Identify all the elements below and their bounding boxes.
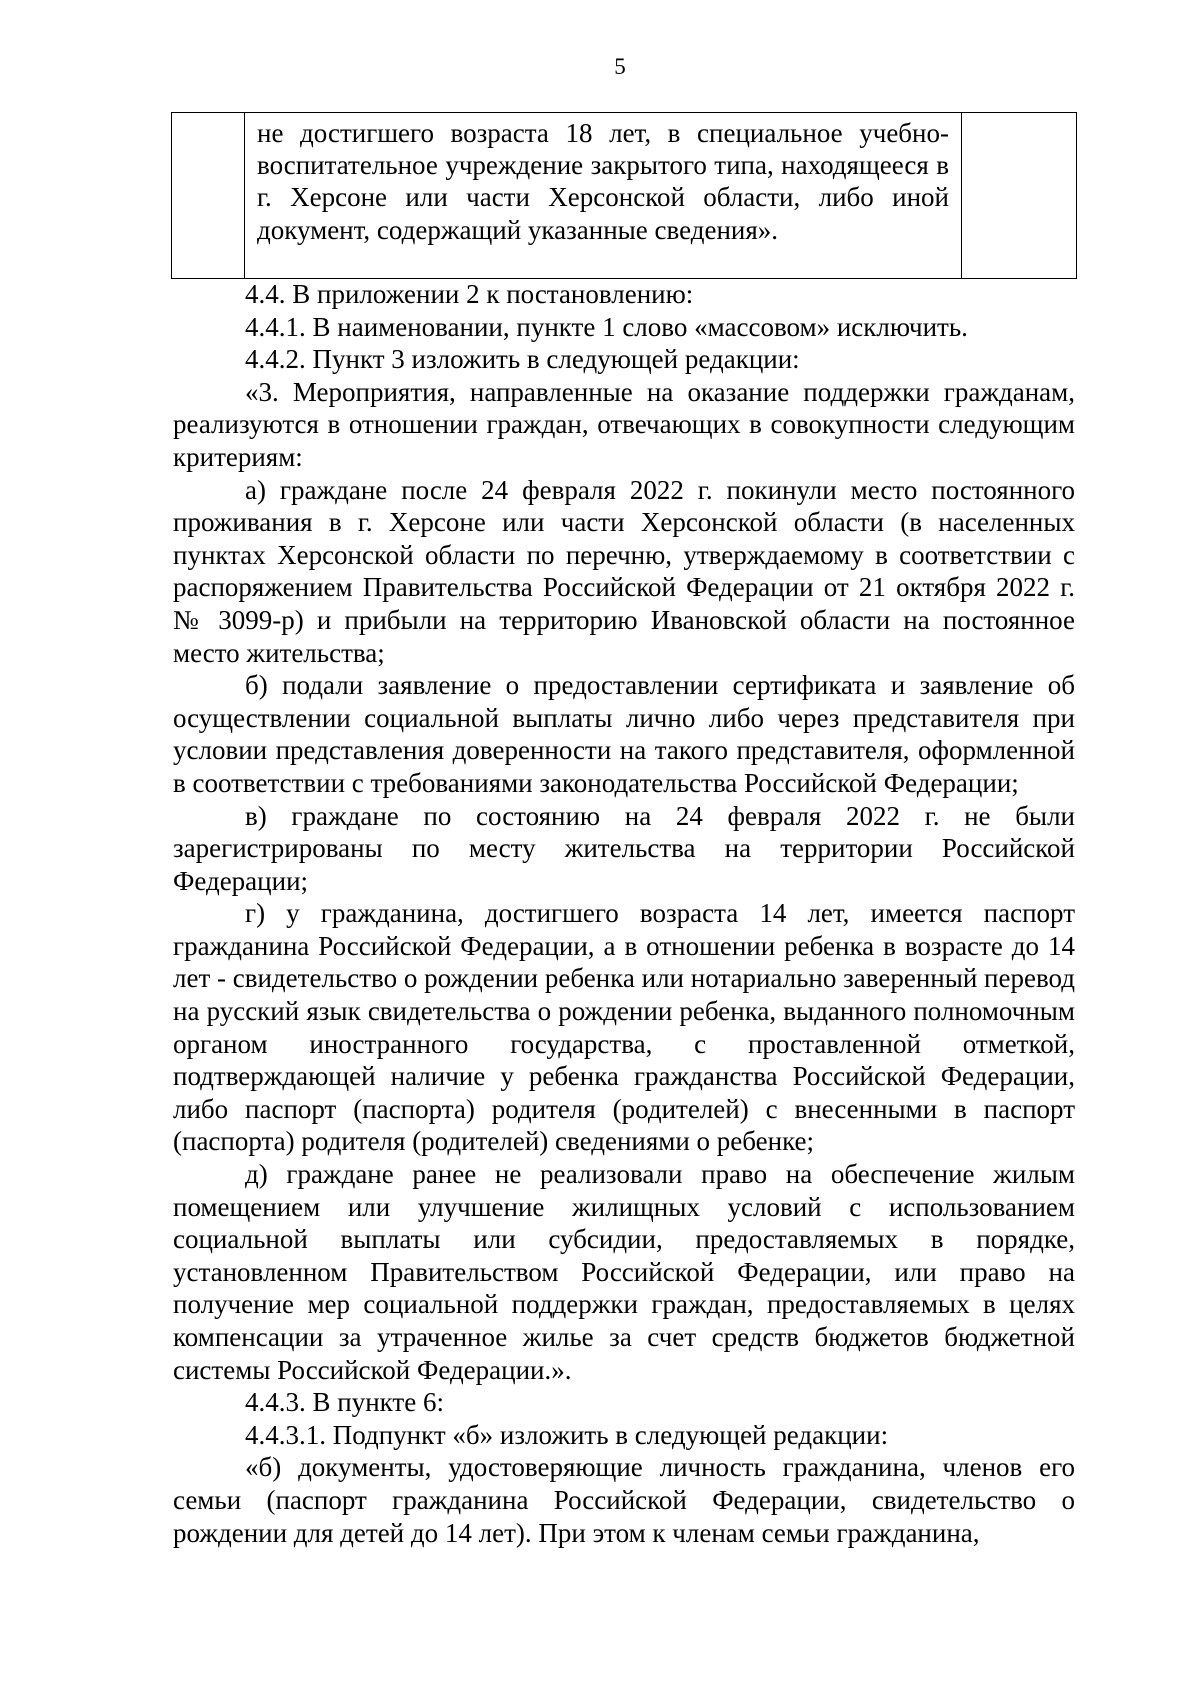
paragraph-item-d: д) граждане ранее не реализовали право на обеспечение жилым помещением или улучшение жилищных условий с использованием социальной выплаты или субсидии, предоставляемых в порядке, установленном Правительством Российской Федерации, или право на получение мер социальной поддержки граждан, предоставляемых в целях компенсации за утраченное жилье за счет средств бюджетов бюджетной системы Российской Федерации.». xyxy=(173,1159,1075,1385)
paragraph-item-g: г) у гражданина, достигшего возраста 14 лет, имеется паспорт гражданина Российской Федерации, а в отношении ребенка в возрасте до 14 лет - свидетельство о рождении ребенка или нотариально заверенный перевод на русский язык свидетельства о рождении ребенка, выданного полномочным органом иностранного государства, с проставленной отметкой, подтверждающей наличие у ребенка гражданства Российской Федерации, либо паспорт (паспорта) родителя (родителей) с внесенными в паспорт (паспорта) родителя (родителей) сведениями о ребенке; xyxy=(173,898,1075,1157)
table-cell-text: не достигшего возраста 18 лет, в специальное учебно-воспитательное учреждение закрытого типа, находящееся в г. Херсоне или части Херсонской области, либо иной документ, содержащий указанные сведения». xyxy=(245,113,962,279)
paragraph-quote-b: «б) документы, удостоверяющие личность гражданина, членов его семьи (паспорт гражданина Российской Федерации, свидетельство о рождении для детей до 14 лет). При этом к членам семьи гражданина, xyxy=(173,1452,1075,1548)
paragraph-item-v: в) граждане по состоянию на 24 февраля 2022 г. не были зарегистрированы по месту жительства на территории Российской Федерации; xyxy=(173,800,1075,896)
table-cell-number xyxy=(172,113,245,279)
page-number: 5 xyxy=(614,54,626,79)
paragraph-4-4-3-1: 4.4.3.1. Подпункт «б» изложить в следующей редакции: xyxy=(245,1419,889,1450)
paragraph-quote-3: «3. Мероприятия, направленные на оказание поддержки гражданам, реализуются в отношении граждан, отвечающих в совокупности следующим критериям: xyxy=(173,376,1075,472)
continuation-table xyxy=(171,112,1077,279)
paragraph-4-4-2: 4.4.2. Пункт 3 изложить в следующей редакции: xyxy=(245,344,800,375)
paragraph-item-b: б) подали заявление о предоставлении сертификата и заявление об осуществлении социальной выплаты лично либо через представителя при условии представления доверенности на такого представителя, оформленной в соответствии с требованиями законодательства Российской Федерации; xyxy=(173,670,1075,798)
paragraph-4-4-1: 4.4.1. В наименовании, пункте 1 слово «массовом» исключить. xyxy=(245,311,968,342)
document-body xyxy=(173,278,1075,1549)
paragraph-item-a: а) граждане после 24 февраля 2022 г. покинули место постоянного проживания в г. Херсоне или части Херсонской области (в населенных пунктах Херсонской области по перечню, утверждаемому в соответствии с распоряжением Правительства Российской Федерации от 21 октября 2022 г. № 3099-р) и прибыли на территорию Ивановской области на постоянное место жительства; xyxy=(173,474,1075,668)
table-row xyxy=(172,113,1077,279)
paragraph-4-4-3: 4.4.3. В пункте 6: xyxy=(245,1387,444,1418)
paragraph-4-4: 4.4. В приложении 2 к постановлению: xyxy=(245,279,694,309)
table-cell-note xyxy=(962,113,1077,279)
